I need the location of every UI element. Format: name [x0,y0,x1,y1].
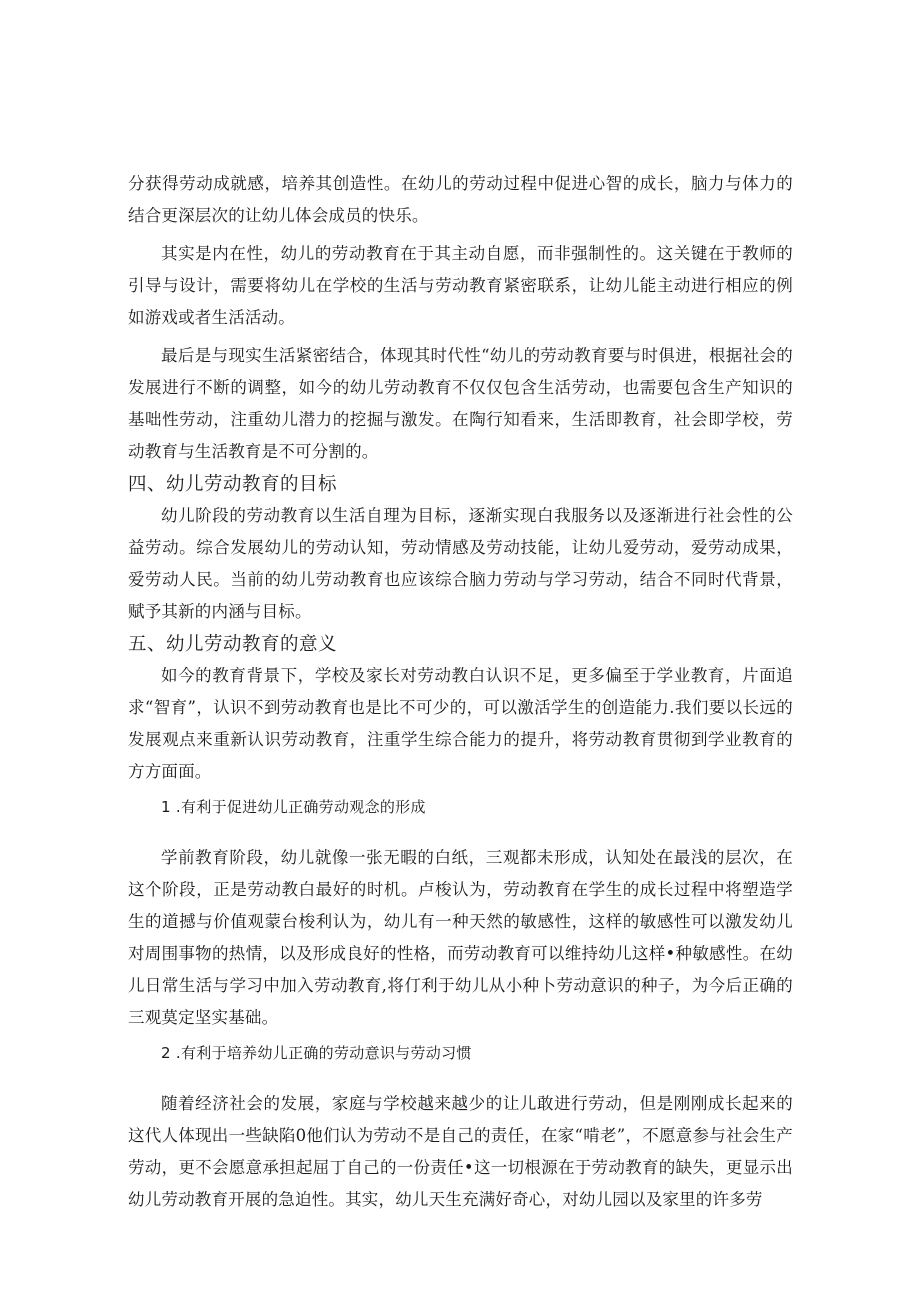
paragraph-intrinsic: 其实是内在性，幼儿的劳动教育在于其主动自愿，而非强制性的。这关键在于教师的引导与设计，需要将幼儿在学校的生活与劳动教育紧密联系，让幼儿能主动进行相应的例如游戏或者生活活动。 [128,244,793,327]
subheading-labor-habits: 2 .有利于培养幼儿正确的劳动意识与劳动习惯 [161,1044,472,1062]
paragraph-labor-habits: 随着经济社会的发展，家庭与学校越来越少的让儿敢进行劳动，但是刚刚成长起来的这代人体现出一些缺陷0他们认为劳动不是自己的责任，在家“啃老”，不愿意参与社会生产劳动，更不会愿意承担起屈丁自己的一份责任•这一切根源在于劳动教育的缺失，更显示出幼儿劳动教育开展的急迫性。其实，幼儿天生充满好奇心，对幼儿园以及家里的许多劳 [128,1094,793,1209]
paragraph-labor-concept: 学前教育阶段，幼儿就像一张无暇的白纸，三观都未形成，认知处在最浅的层次，在这个阶段，正是劳动教白最好的时机。卢梭认为，劳动教育在学生的成长过程中将塑造学生的道撼与价值观蒙台梭利认为，幼儿有一种天然的敏感性，这样的敏感性可以激发幼儿对周围事物的热情，以及形成良好的性格，而劳动教育可以维持幼儿这样•种敏感性。在幼儿日常生活与学习中加入劳动教育,将仃利于幼儿从小种卜劳动意识的种子，为今后正确的三观莫定坚实基础。 [128,848,793,1027]
section-heading-significance: 五、幼儿劳动教育的意义 [128,634,338,655]
section-heading-goals: 四、幼儿劳动教育的目标 [128,474,338,495]
paragraph-continued: 分获得劳动成就感，培养其创造性。在幼儿的劳动过程中促进心智的成长，脑力与体力的结合更深层次的让幼儿体会成员的快乐。 [128,174,793,225]
paragraph-significance: 如今的教育背景下，学校及家长对劳动教白认识不足，更多偏至于学业教育，片面追求“智育”，认识不到劳动教育也是比不可少的，可以激活学生的创造能力.我们要以长远的发展观点来重新认识劳动教育，注重学生综合能力的提升，将劳动教育贯彻到学业教育的方方面面。 [128,666,793,781]
paragraph-goals: 幼儿阶段的劳动教育以生活自理为目标，逐渐实现白我服务以及逐渐进行社会性的公益劳动。综合发展幼儿的劳动认知，劳动情感及劳动技能，让幼儿爱劳动，爱劳动成果，爱劳动人民。当前的幼儿劳动教育也应该综合脑力劳动与学习劳动，结合不同时代背景，赋予其新的内涵与目标。 [128,506,793,621]
document-page [128,168,793,1216]
paragraph-real-life: 最后是与现实生活紧密结合，体现其时代性“幼儿的劳动教育要与时俱进，根据社会的发展进行不断的调整，如今的幼儿劳动教育不仅仅包含生活劳动，也需要包含生产知识的基咄性劳动，注重幼儿潜力的挖掘与激发。在陶行知看来，生活即教育，社会即学校，劳动教育与生活教育是不可分割的。 [128,346,793,461]
subheading-labor-concept: 1 .有利于促进幼儿正确劳动观念的形成 [161,798,426,816]
